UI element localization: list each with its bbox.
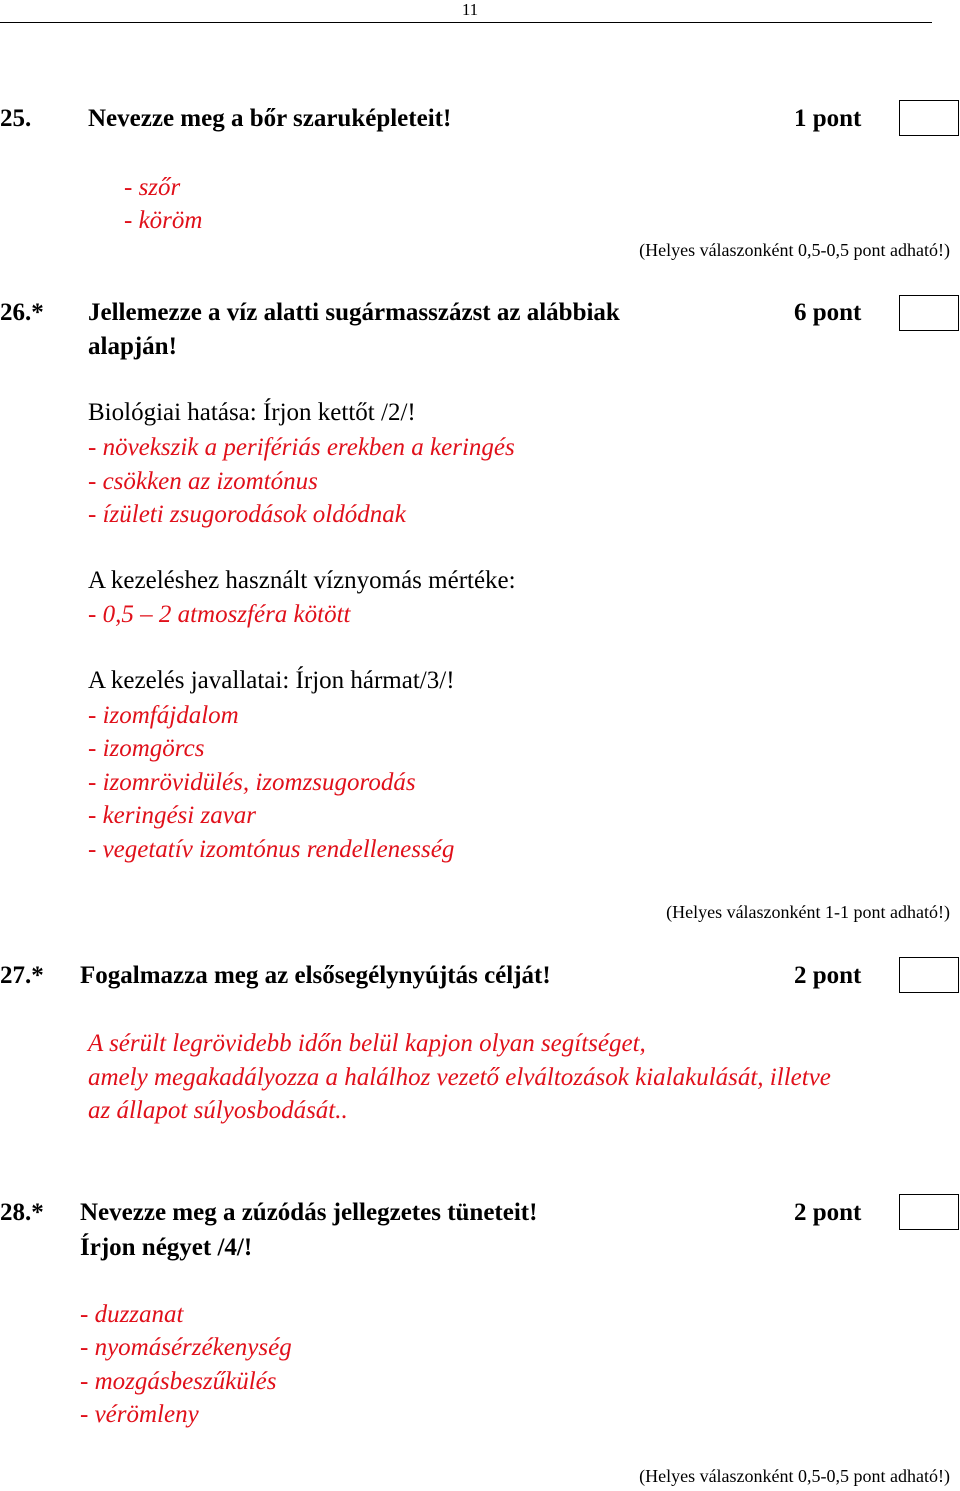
answer-item: - keringési zavar bbox=[88, 802, 257, 829]
sub-question-label: A kezelés javallatai: Írjon hármat/3/! bbox=[88, 667, 455, 694]
answer-item: - csökken az izomtónus bbox=[88, 468, 318, 495]
question-text-cont: Írjon négyet /4/! bbox=[80, 1234, 253, 1261]
question-number: 28.* bbox=[0, 1199, 44, 1226]
sub-question-label: Biológiai hatása: Írjon kettőt /2/! bbox=[88, 399, 416, 426]
answer-line: A sérült legrövidebb időn belül kapjon olyan segítséget, bbox=[88, 1030, 646, 1057]
answer-line: az állapot súlyosbodását.. bbox=[88, 1097, 348, 1124]
scoring-note: (Helyes válaszonként 1-1 pont adható!) bbox=[666, 902, 950, 922]
header-rule bbox=[0, 22, 932, 23]
question-number: 25. bbox=[0, 105, 32, 132]
scoring-note: (Helyes válaszonként 0,5-0,5 pont adható!) bbox=[639, 1466, 950, 1486]
answer-item: - nyomásérzékenység bbox=[80, 1334, 292, 1361]
points-label: 2 pont bbox=[794, 1199, 862, 1226]
answer-item: - 0,5 – 2 atmoszféra kötött bbox=[88, 601, 351, 628]
answer-item: - mozgásbeszűkülés bbox=[80, 1368, 277, 1395]
answer-item: - ízületi zsugorodások oldódnak bbox=[88, 501, 406, 528]
score-box[interactable] bbox=[899, 957, 959, 993]
score-box[interactable] bbox=[899, 1194, 959, 1230]
answer-item: - izomfájdalom bbox=[88, 702, 239, 729]
answer-item: - duzzanat bbox=[80, 1301, 184, 1328]
scoring-note: (Helyes válaszonként 0,5-0,5 pont adható!) bbox=[639, 240, 950, 260]
answer-item: - növekszik a perifériás erekben a keringés bbox=[88, 434, 515, 461]
answer-item: - vérömleny bbox=[80, 1401, 199, 1428]
question-text-cont: alapján! bbox=[88, 333, 177, 360]
points-label: 6 pont bbox=[794, 299, 862, 326]
score-box[interactable] bbox=[899, 100, 959, 136]
question-number: 27.* bbox=[0, 962, 44, 989]
question-number: 26.* bbox=[0, 299, 44, 326]
answer-item: - izomgörcs bbox=[88, 735, 205, 762]
points-label: 2 pont bbox=[794, 962, 862, 989]
answer-item: - szőr bbox=[124, 174, 181, 201]
answer-item: - izomrövidülés, izomzsugorodás bbox=[88, 769, 416, 796]
answer-item: - köröm bbox=[124, 207, 203, 234]
answer-item: - vegetatív izomtónus rendellenesség bbox=[88, 836, 455, 863]
question-text: Jellemezze a víz alatti sugármasszázst az alábbiak bbox=[88, 299, 620, 326]
page-number: 11 bbox=[461, 0, 479, 19]
score-box[interactable] bbox=[899, 295, 959, 331]
question-text: Nevezze meg a zúzódás jellegzetes tüneteit! bbox=[80, 1199, 538, 1226]
sub-question-label: A kezeléshez használt víznyomás mértéke: bbox=[88, 567, 516, 594]
question-text: Nevezze meg a bőr szaruképleteit! bbox=[88, 105, 452, 132]
points-label: 1 pont bbox=[794, 105, 862, 132]
question-text: Fogalmazza meg az elsősegélynyújtás célját! bbox=[80, 962, 551, 989]
answer-line: amely megakadályozza a halálhoz vezető elváltozások kialakulását, illetve bbox=[88, 1064, 831, 1091]
